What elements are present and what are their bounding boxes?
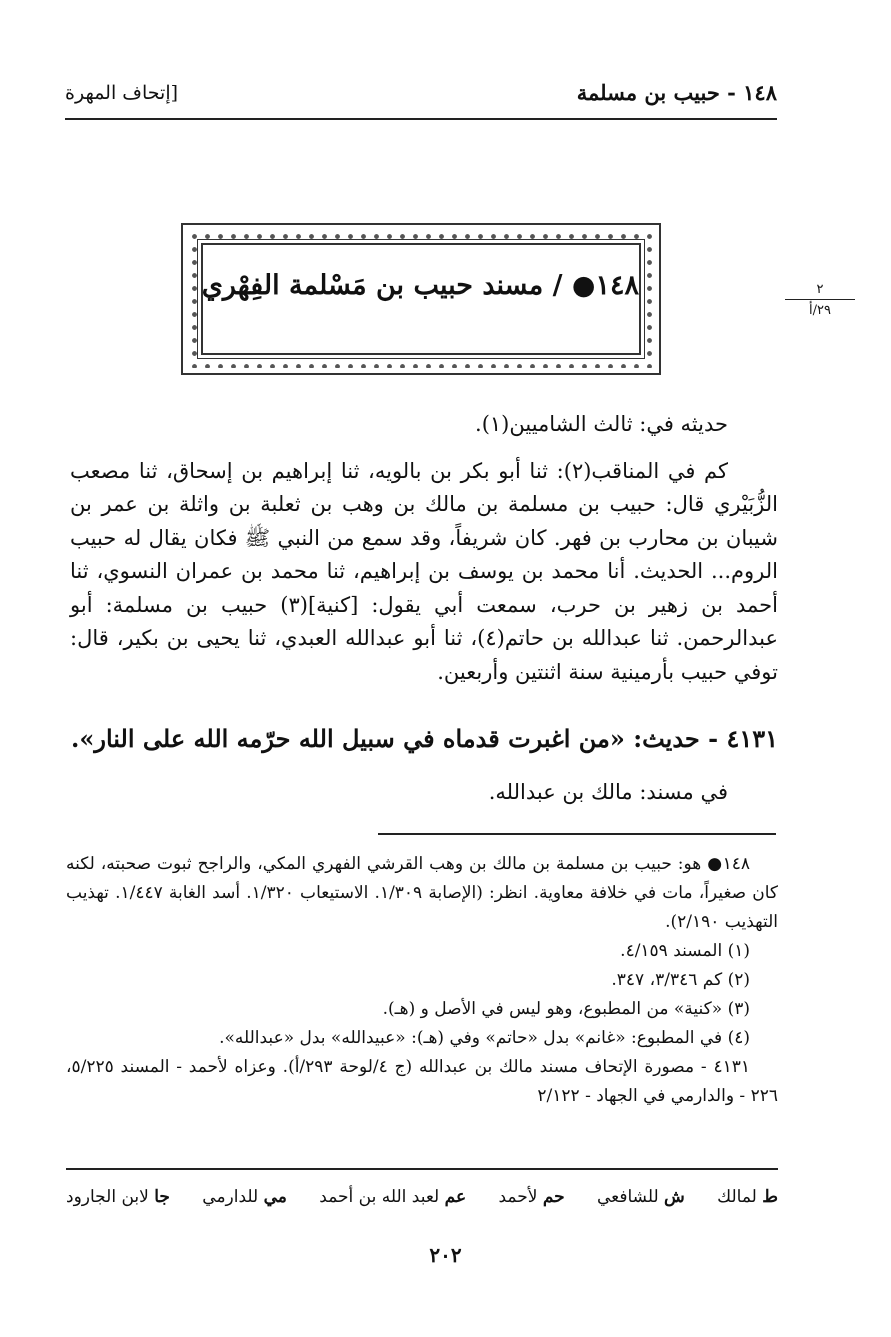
margin-note-folio: ٢٩/أ <box>809 303 831 318</box>
footnote-3: (٣) «كنية» من المطبوع، وهو ليس في الأصل و (هـ). <box>382 999 750 1019</box>
abbreviation-item: مي للدارمي <box>202 1187 287 1207</box>
biography-paragraph: كم في المناقب(٢): ثنا أبو بكر بن بالويه، ثنا إبراهيم بن إسحاق، ثنا مصعب الزُّبَيْري قال: حبيب بن مسلمة بن مالك بن وهب بن ثعلبة بن واثلة بن عمر بن شيبان بن محارب بن فهر. كان شريفاً، وقد سمع من النبي ﷺ فكان يقال له حبيب الروم... الحديث. أنا محمد بن يوسف بن إبراهيم، ثنا محمد بن عمران النسوي، ثنا أحمد بن زهير بن حرب، سمعت أبي يقول: [كنية](٣) حبيب بن مسلمة: أبو عبدالرحمن. ثنا عبدالله بن حاتم(٤)، ثنا أبو عبدالله العبدي، ثنا يحيى بن بكير، قال: توفي حبيب بأرمينية سنة اثنتين وأربعين. <box>70 458 778 684</box>
ornamental-border <box>188 230 654 368</box>
abbreviation-item: جا لابن الجارود <box>66 1187 170 1207</box>
title-box <box>201 243 641 355</box>
footnote-rule <box>378 833 776 835</box>
footnotes <box>66 850 778 1111</box>
margin-note <box>785 282 855 318</box>
hadith-location: حديثه في: ثالث الشاميين(١). <box>475 412 728 436</box>
footnote-2: (٢) كم ٣/٣٤٦، ٣٤٧. <box>611 970 750 990</box>
running-header-book: [إتحاف المهرة <box>65 82 179 104</box>
main-text <box>70 408 778 689</box>
hadith-heading: ٤١٣١ - حديث: «من اغبرت قدماه في سبيل الله حرّمه الله على النار». <box>71 724 778 753</box>
musnad-reference: في مسند: مالك بن عبدالله. <box>488 780 728 804</box>
abbreviation-rule <box>66 1168 778 1170</box>
abbreviation-item: حم لأحمد <box>498 1187 565 1207</box>
footnote-4: (٤) في المطبوع: «غانم» بدل «حاتم» وفي (هـ): «عبيدالله» بدل «عبدالله». <box>219 1028 750 1048</box>
section-title <box>203 270 639 301</box>
footnote-1: (١) المسند ٤/١٥٩. <box>620 941 750 961</box>
abbreviation-item: ط لمالك <box>717 1187 778 1207</box>
section-title-text: مسند حبيب بن مَسْلمة الفِهْري <box>201 270 544 301</box>
header-rule <box>65 118 777 120</box>
margin-note-volume: ٢ <box>816 282 824 297</box>
section-number: ١٤٨● <box>571 270 639 301</box>
running-header-title: ١٤٨ - حبيب بن مسلمة <box>576 80 777 105</box>
abbreviation-key <box>66 1187 778 1207</box>
running-header <box>65 80 777 112</box>
abbreviation-item: ش للشافعي <box>596 1187 685 1207</box>
margin-note-divider <box>785 299 855 300</box>
footnote-4131: ٤١٣١ - مصورة الإتحاف مسند مالك بن عبدالله (ج ٤/لوحة ٢٩٣/أ). وعزاه لأحمد - المسند ٥/٢٢٥، ٢٢٦ - والدارمي في الجهاد - ٢/١٢٢ <box>66 1057 778 1106</box>
footnote-148: ١٤٨● هو: حبيب بن مسلمة بن مالك بن وهب القرشي الفهري المكي، والراجح ثبوت صحبته، لكنه كان صغيراً، مات في خلافة معاوية. انظر: (الإصابة ١/٣٠٩. الاستيعاب ١/٣٢٠. أسد الغابة ١/٤٤٧. تهذيب التهذيب ٢/١٩٠). <box>66 854 778 932</box>
page-number: ٢٠٢ <box>429 1243 462 1267</box>
title-frame <box>181 223 661 375</box>
abbreviation-item: عم لعبد الله بن أحمد <box>319 1187 467 1207</box>
title-slash: / <box>552 270 563 301</box>
